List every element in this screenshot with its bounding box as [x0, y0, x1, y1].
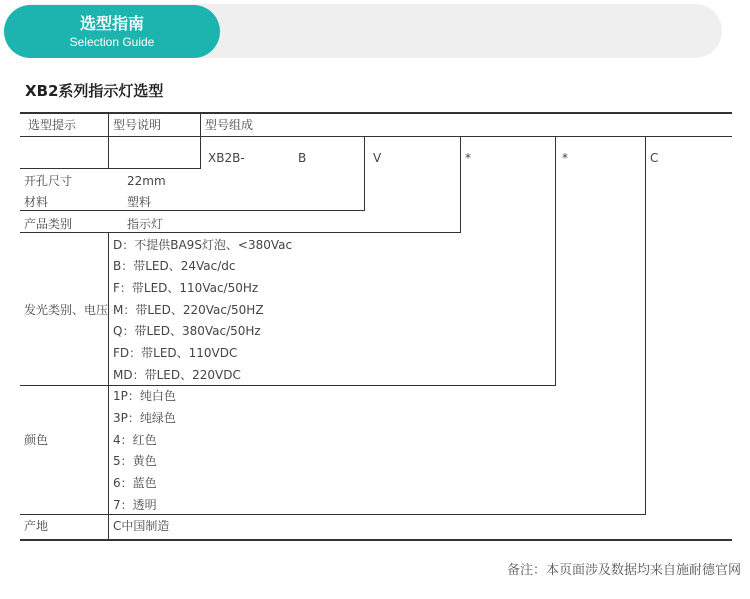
header-model-description: 型号说明 [113, 118, 162, 132]
label-material: 材料 [24, 195, 49, 209]
section-title: XB2系列指示灯选型 [25, 82, 164, 100]
model-code-star-2: * [562, 151, 568, 165]
banner-subtitle: Selection Guide [69, 35, 155, 49]
code-row-divider [200, 137, 201, 169]
header-bottom-line [20, 136, 732, 137]
color-option: 7：透明 [113, 498, 157, 512]
value-material: 塑料 [127, 195, 152, 209]
bracket-h-category [20, 232, 461, 233]
voltage-option: MD：带LED、220VDC [113, 368, 241, 382]
bracket-v-22mm [364, 137, 365, 211]
value-product-category: 指示灯 [127, 217, 164, 231]
color-option: 3P：纯绿色 [113, 411, 176, 425]
model-code-star-1: * [465, 151, 471, 165]
banner-pill [4, 5, 220, 58]
voltage-option: D：不提供BA9S灯泡、<380Vac [113, 238, 293, 252]
header-selection-tip: 选型提示 [28, 118, 77, 132]
bracket-v-voltage [555, 137, 556, 386]
value-origin: C中国制造 [113, 519, 170, 533]
row-divider-kaikong [20, 168, 108, 169]
model-code-v: V [373, 151, 382, 165]
code-row-bottom-line [108, 168, 201, 169]
voltage-option: FD：带LED、110VDC [113, 346, 238, 360]
voltage-option: M：带LED、220Vac/50HZ [113, 303, 264, 317]
bracket-v-category [460, 137, 461, 233]
header-divider-1 [108, 113, 109, 137]
header-divider-2 [200, 113, 201, 137]
label-product-category: 产品类别 [24, 217, 73, 231]
label-column-divider [108, 233, 109, 541]
banner-title: 选型指南 [79, 14, 144, 33]
value-hole-size: 22mm [127, 174, 166, 188]
bracket-h-material [20, 210, 365, 211]
bracket-h-color [20, 514, 646, 515]
voltage-option: F：带LED、110Vac/50Hz [113, 281, 259, 295]
bracket-h-voltage [20, 385, 556, 386]
color-option: 6：蓝色 [113, 476, 157, 490]
voltage-option: Q：带LED、380Vac/50Hz [113, 324, 261, 338]
model-code-b: B [298, 151, 307, 165]
footer-note: 备注：本页面涉及数据均来自施耐德官网 [506, 563, 741, 578]
label-light-voltage: 发光类别、电压 [24, 303, 109, 317]
header-model-composition: 型号组成 [205, 118, 254, 132]
label-origin: 产地 [24, 519, 49, 533]
table-top-border [20, 112, 732, 114]
color-option: 4：红色 [113, 433, 157, 447]
model-code-c: C [650, 151, 659, 165]
label-hole-size: 开孔尺寸 [24, 174, 73, 188]
table-bottom-border [20, 539, 732, 541]
model-code-prefix: XB2B- [208, 151, 245, 165]
color-option: 5：黄色 [113, 454, 157, 468]
voltage-option: B：带LED、24Vac/dc [113, 259, 236, 273]
bracket-v-color [645, 137, 646, 515]
code-row-left-line [108, 137, 109, 169]
color-option: 1P：纯白色 [113, 389, 176, 403]
label-color: 颜色 [24, 433, 49, 447]
